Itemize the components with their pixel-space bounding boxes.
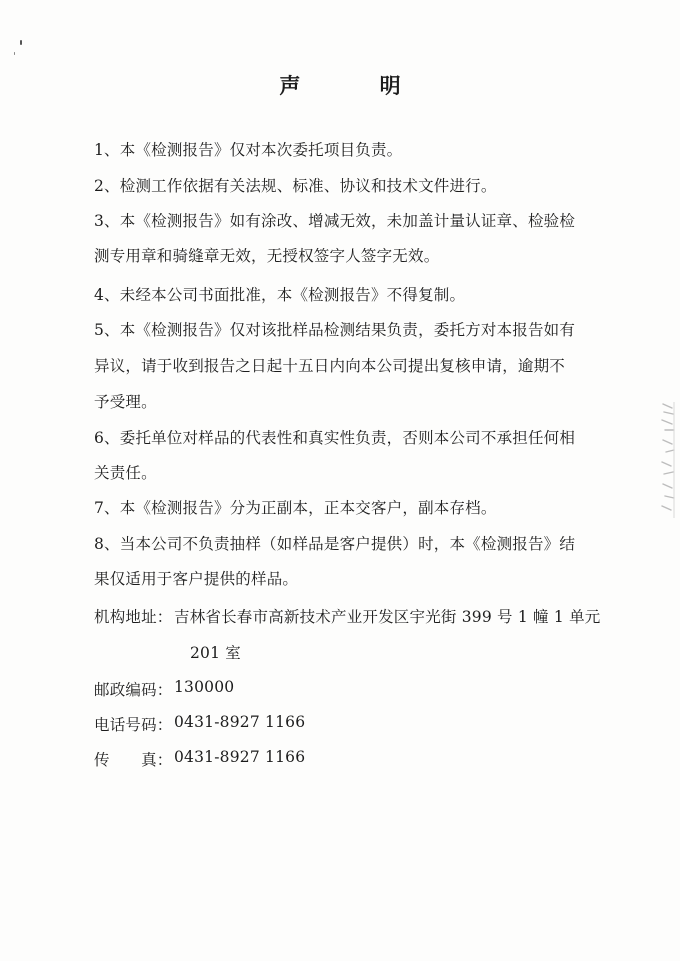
clause-5-line-3: 予受理。	[94, 393, 157, 411]
clause-8-line-1: 8、当本公司不负责抽样（如样品是客户提供）时，本《检测报告》结	[94, 535, 576, 553]
clause-3-line-2: 测专用章和骑缝章无效，无授权签字人签字无效。	[94, 247, 440, 265]
address-label: 机构地址：	[94, 608, 173, 626]
phone-label: 电话号码：	[94, 716, 173, 734]
fax-value: 0431-8927 1166	[174, 748, 306, 766]
clause-3-line-1: 3、本《检测报告》如有涂改、增减无效，未加盖计量认证章、检验检	[94, 212, 576, 230]
page-title: 声 明	[279, 73, 437, 98]
clause-4-line-1: 4、未经本公司书面批准，本《检测报告》不得复制。	[94, 286, 466, 304]
address-value-line-1: 吉林省长春市高新技术产业开发区宇光街 399 号 1 幢 1 单元	[174, 608, 601, 626]
clause-7-line-1: 7、本《检测报告》分为正副本，正本交客户，副本存档。	[94, 499, 497, 517]
clause-6-line-1: 6、委托单位对样品的代表性和真实性负责，否则本公司不承担任何相	[94, 429, 576, 447]
clause-5-line-2: 异议，请于收到报告之日起十五日内向本公司提出复核申请，逾期不	[94, 357, 566, 375]
postal-code-value: 130000	[174, 678, 235, 696]
fax-label: 传 真：	[94, 751, 173, 769]
scan-speck	[20, 40, 22, 45]
clause-8-line-2: 果仅适用于客户提供的样品。	[94, 570, 299, 588]
clause-5-line-1: 5、本《检测报告》仅对该批样品检测结果负责，委托方对本报告如有	[94, 321, 576, 339]
clause-2-line-1: 2、检测工作依据有关法规、标准、协议和技术文件进行。	[94, 177, 497, 195]
clause-1-line-1: 1、本《检测报告》仅对本次委托项目负责。	[94, 141, 403, 159]
clause-6-line-2: 关责任。	[94, 464, 157, 482]
scan-speck	[14, 52, 15, 55]
address-value-line-2: 201 室	[190, 644, 242, 662]
seam-stamp-edge-mark	[660, 400, 676, 520]
postal-code-label: 邮政编码：	[94, 681, 173, 699]
phone-value: 0431-8927 1166	[174, 713, 306, 731]
